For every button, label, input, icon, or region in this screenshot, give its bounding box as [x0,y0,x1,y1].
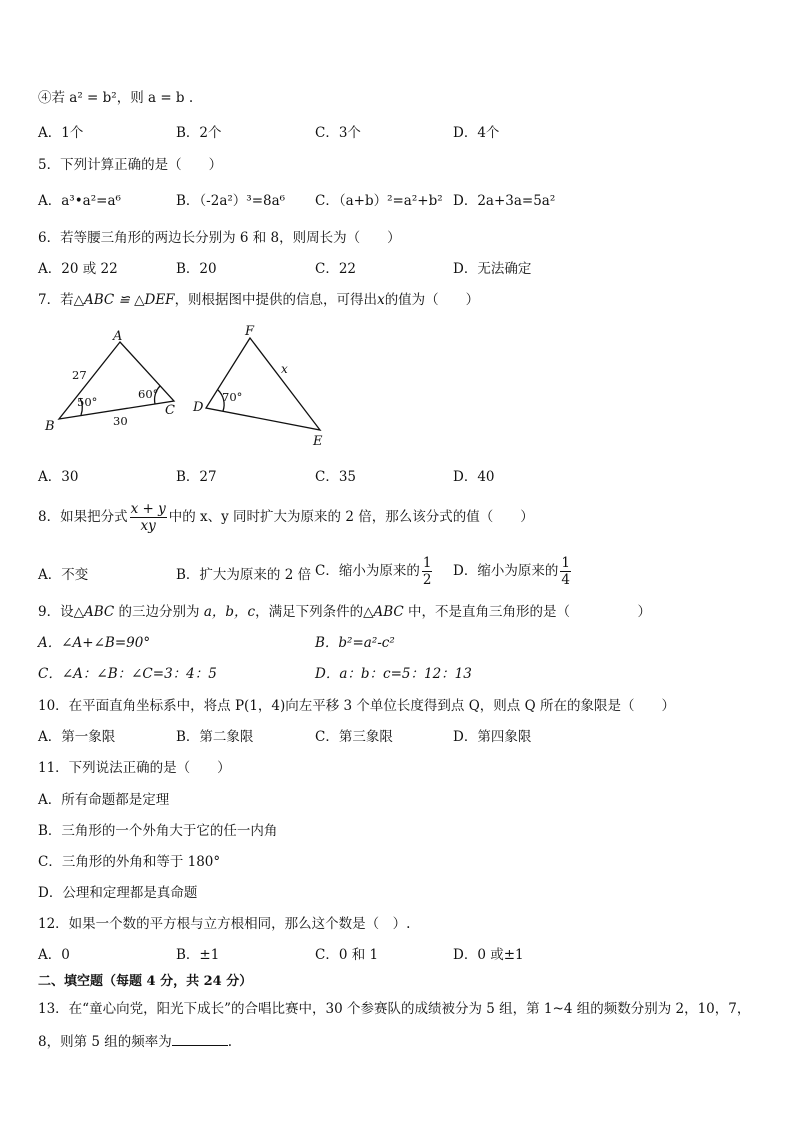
q7-stem-mid: ，则根据图中提供的信息，可得出 [174,292,378,308]
q9-stem [38,603,651,621]
q9-triangle-2: △ABC [363,604,404,620]
side-bc-label: 30 [113,414,128,428]
q4-statement-4 [38,89,193,107]
q7-option-d: D．40 [453,469,495,485]
q5-option-c: C．（a+b）²=a²+b² [315,193,443,209]
q13-stem-suffix: . [227,1034,233,1050]
side-ab-label: 27 [72,368,87,382]
q8-fraction [130,501,167,534]
q7-stem-prefix: 7．若 [38,292,74,308]
q6-option-d: D．无法确定 [453,261,532,277]
q4-option-d: D．4个 [453,125,500,141]
angle-b-label: 50° [77,395,98,409]
q8-option-d-numerator: 1 [561,555,570,571]
q12-option-d: D．0 或±1 [453,947,524,963]
q9-stem-mid2: ，满足下列条件的 [255,604,364,620]
q13-stem-line2 [38,1031,232,1051]
q10-option-b: B．第二象限 [176,729,254,745]
q5-option-a: A．a³•a²=a⁶ [38,193,121,209]
q8-stem-suffix: 中的 x、y 同时扩大为原来的 2 倍，那么该分式的值（ ） [168,509,534,525]
q9-triangle: △ABC [73,604,115,620]
q11-stem: 11．下列说法正确的是（ ） [38,760,231,776]
q8-option-d-denominator: 4 [561,572,570,588]
q8-option-a: A．不变 [38,567,89,583]
vertex-e-label: E [313,434,323,449]
q7-variable: x [377,292,385,308]
q13-stem-prefix: 8，则第 5 组的频率为 [38,1034,172,1050]
q6-option-a: A．20 或 22 [38,261,118,277]
vertex-b-label: B [45,419,55,434]
angle-d-label: 70° [222,390,243,404]
q4-option-c: C．3个 [315,125,361,141]
q8-option-c [315,555,434,588]
q10-option-c: C．第三象限 [315,729,393,745]
q4-statement-text: 若 a² = b²，则 a = b . [51,90,194,106]
q9-stem-suffix: 中，不是直角三角形的是（ ） [403,604,652,620]
q8-fraction-denominator: xy [140,518,156,534]
q12-option-c: C．0 和 1 [315,947,379,963]
q12-stem: 12．如果一个数的平方根与立方根相同，那么这个数是（ ）. [38,916,411,932]
q9-option-c: C．∠A：∠B：∠C=3：4：5 [38,666,217,682]
q5-option-d: D．2a+3a=5a² [453,193,556,209]
q13-answer-blank[interactable] [172,1031,228,1046]
q8-option-c-text: C．缩小为原来的 [315,563,420,579]
q12-option-b: B．±1 [176,947,220,963]
q8-option-d [453,555,573,588]
q5-stem: 5．下列计算正确的是（ ） [38,157,223,173]
q7-stem [38,291,479,309]
q9-stem-mid: 的三边分别为 [114,604,204,620]
q11-option-c: C．三角形的外角和等于 180° [38,854,221,870]
q9-option-b: B．b²=a²-c² [315,635,395,651]
triangle-def [206,338,320,430]
q12-option-a: A．0 [38,947,70,963]
q7-triangles-figure [40,320,340,455]
q7-option-b: B．27 [176,469,217,485]
q9-option-a: A．∠A+∠B=90° [38,635,151,651]
q9-stem-prefix: 9．设 [38,604,74,620]
q8-fraction-numerator: x + y [130,501,166,517]
q8-option-c-fraction [422,555,433,588]
q7-congruence: △ABC ≌ △DEF [73,292,175,308]
q9-sides: a，b，c [203,604,256,620]
q6-option-c: C．22 [315,261,357,277]
q8-option-c-numerator: 1 [422,555,432,571]
q10-option-a: A．第一象限 [38,729,116,745]
q4-option-b: B．2个 [176,125,222,141]
q4-option-a: A．1个 [38,125,84,141]
side-fe-label: x [281,362,288,376]
q10-stem: 10．在平面直角坐标系中，将点 P(1，4)向左平移 3 个单位长度得到点 Q，则点 Q 所在的象限是（ ） [38,698,675,714]
q6-option-b: B．20 [176,261,217,277]
q6-stem: 6．若等腰三角形的两边长分别为 6 和 8，则周长为（ ） [38,230,401,246]
q9-option-d: D．a：b：c=5：12：13 [315,666,472,682]
q7-stem-suffix: 的值为（ ） [384,292,480,308]
q8-stem [38,501,534,534]
q8-option-b: B．扩大为原来的 2 倍 [176,567,312,583]
q8-option-d-fraction [560,555,571,588]
vertex-c-label: C [165,403,175,418]
q10-option-d: D．第四象限 [453,729,532,745]
q8-option-c-denominator: 2 [422,572,432,588]
q11-option-d: D．公理和定理都是真命题 [38,885,198,901]
q11-option-a: A．所有命题都是定理 [38,792,170,808]
vertex-f-label: F [245,324,255,339]
vertex-a-label: A [113,329,123,344]
q7-option-a: A．30 [38,469,79,485]
q11-option-b: B．三角形的一个外角大于它的任一内角 [38,823,278,839]
q7-option-c: C．35 [315,469,357,485]
angle-c-label: 60° [138,387,159,401]
q8-option-d-text: D．缩小为原来的 [453,563,559,579]
q13-stem-line1: 13．在“童心向党，阳光下成长”的合唱比赛中，30 个参赛队的成绩被分为 5 组，第 1~4 组的频数分别为 2，10，7， [38,1001,751,1017]
section-2-heading: 二、填空题（每题 4 分，共 24 分） [38,974,253,989]
q5-option-b: B．（-2a²）³=8a⁶ [176,193,286,209]
circled-number-4: ④ [38,90,52,106]
q8-stem-prefix: 8．如果把分式 [38,509,128,525]
vertex-d-label: D [193,400,204,415]
